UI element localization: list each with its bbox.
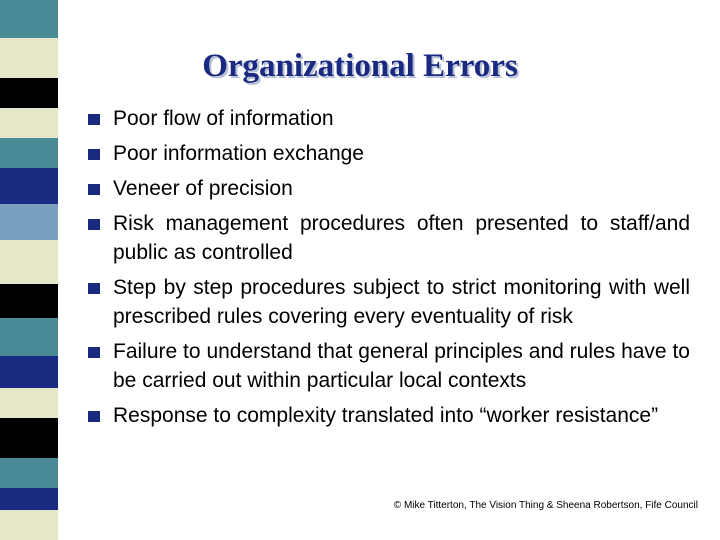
square-bullet-icon bbox=[88, 411, 100, 422]
square-bullet-icon bbox=[88, 114, 100, 125]
list-item-text: Failure to understand that general principles and rules have to be carried out within particular local contexts bbox=[113, 340, 690, 392]
list-item bbox=[88, 401, 690, 430]
square-bullet-icon bbox=[88, 149, 100, 160]
bullet-list bbox=[88, 104, 690, 436]
list-item bbox=[88, 174, 690, 203]
square-bullet-icon bbox=[88, 184, 100, 195]
list-item-text: Poor information exchange bbox=[113, 142, 364, 165]
square-bullet-icon bbox=[88, 347, 100, 358]
list-item bbox=[88, 337, 690, 395]
list-item-text: Risk management procedures often presented to staff/and public as controlled bbox=[113, 212, 690, 264]
list-item-text: Response to complexity translated into “worker resistance” bbox=[113, 404, 659, 427]
copyright-footer: © Mike Titterton, The Vision Thing & Sheena Robertson, Fife Council bbox=[393, 500, 698, 511]
list-item bbox=[88, 104, 690, 133]
square-bullet-icon bbox=[88, 283, 100, 294]
list-item bbox=[88, 209, 690, 267]
list-item-text: Step by step procedures subject to strict monitoring with well prescribed rules covering every eventuality of risk bbox=[113, 276, 690, 328]
list-item-text: Veneer of precision bbox=[113, 177, 293, 200]
list-item bbox=[88, 139, 690, 168]
slide-title: Organizational Errors bbox=[202, 48, 518, 84]
square-bullet-icon bbox=[88, 219, 100, 230]
list-item bbox=[88, 273, 690, 331]
list-item-text: Poor flow of information bbox=[113, 107, 334, 130]
